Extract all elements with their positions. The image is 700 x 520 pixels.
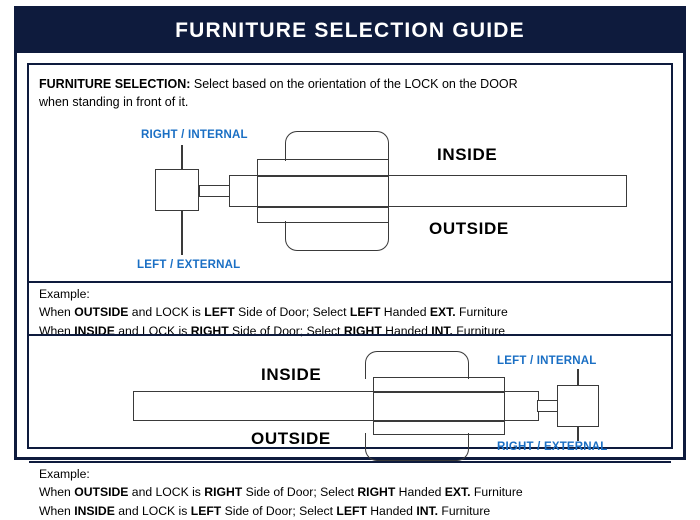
etl1-m1: and LOCK is (128, 305, 205, 320)
divider-middle (29, 334, 671, 336)
example-top (39, 285, 663, 340)
example-bottom-line-2 (39, 502, 663, 520)
etl2-d: INT. (431, 323, 453, 338)
etl2-pre: When (39, 323, 75, 338)
ebl1-post: Furniture (470, 485, 523, 500)
guide-card (14, 6, 686, 518)
label-inside-bottom: INSIDE (261, 365, 322, 384)
diagram-bottom (29, 337, 671, 467)
ebl2-m1: and LOCK is (114, 503, 191, 518)
etl2-c: RIGHT (343, 323, 382, 338)
ebl2-a: INSIDE (74, 503, 115, 518)
label-left-internal-bottom: LEFT / INTERNAL (497, 355, 597, 367)
ebl1-d: EXT. (444, 485, 471, 500)
lock-case-line-upper-top (257, 175, 389, 177)
handle-outside-bottom (365, 433, 469, 461)
example-top-line-1 (39, 303, 663, 321)
handle-outside-top (285, 221, 389, 251)
guide-inner-panel (27, 63, 673, 518)
divider-top (29, 281, 671, 283)
ebl1-c: RIGHT (357, 485, 396, 500)
page-title-bar (17, 9, 683, 53)
handle-inside-top (285, 131, 389, 161)
intro-text (39, 75, 663, 111)
lock-cylinder-top (155, 169, 199, 211)
ebl1-m2: Side of Door; Select (242, 485, 358, 500)
lock-case-line-lower-top (257, 206, 389, 208)
example-top-heading: Example: (39, 287, 90, 301)
ebl2-m3: Handed (366, 503, 417, 518)
label-inside-top: INSIDE (437, 145, 498, 164)
etl1-m3: Handed (380, 305, 430, 320)
etl1-a: OUTSIDE (74, 305, 129, 320)
ebl1-m1: and LOCK is (128, 485, 205, 500)
ebl2-pre: When (39, 503, 75, 518)
spindle-top (199, 185, 231, 197)
divider-bottom (29, 461, 671, 463)
etl2-post: Furniture (452, 323, 506, 338)
lock-cylinder-bottom (557, 385, 599, 427)
page-title: FURNITURE SELECTION GUIDE (175, 19, 525, 42)
etl1-b: LEFT (204, 305, 235, 320)
etl1-m2: Side of Door; Select (234, 305, 350, 320)
ebl2-c: LEFT (336, 503, 367, 518)
example-bottom-heading: Example: (39, 467, 90, 481)
lock-case-bottom (373, 377, 505, 435)
ebl1-m3: Handed (395, 485, 445, 500)
handle-inside-bottom (365, 351, 469, 379)
leader-line-external-top (181, 211, 183, 255)
label-right-external-bottom: RIGHT / EXTERNAL (497, 441, 608, 453)
etl2-m1: and LOCK is (114, 323, 191, 338)
intro-label: FURNITURE SELECTION: (39, 77, 191, 91)
ebl1-pre: When (39, 485, 75, 500)
etl1-pre: When (39, 305, 75, 320)
label-outside-bottom: OUTSIDE (251, 429, 331, 448)
lock-case-line-lower-bottom (373, 420, 505, 422)
leader-line-internal-bottom (577, 369, 579, 385)
diagram-top (29, 113, 671, 277)
etl1-c: LEFT (349, 305, 381, 320)
leader-line-external-bottom (577, 427, 579, 441)
ebl2-b: LEFT (190, 503, 222, 518)
etl2-m2: Side of Door; Select (228, 323, 344, 338)
etl1-d: EXT. (429, 305, 456, 320)
ebl1-b: RIGHT (204, 485, 243, 500)
etl1-post: Furniture (455, 305, 508, 320)
leader-line-internal-top (181, 145, 183, 169)
lock-case-top (257, 159, 389, 223)
ebl2-d: INT. (416, 503, 438, 518)
intro-line-2: when standing in front of it. (39, 95, 189, 110)
example-bottom (39, 465, 663, 520)
ebl2-post: Furniture (438, 503, 491, 518)
etl2-b: RIGHT (190, 323, 229, 338)
label-right-internal-top: RIGHT / INTERNAL (141, 129, 248, 141)
ebl1-a: OUTSIDE (74, 485, 129, 500)
intro-line-1: Select based on the orientation of the LOCK on the DOOR (193, 77, 518, 91)
etl2-a: INSIDE (74, 323, 115, 338)
label-left-external-top: LEFT / EXTERNAL (137, 259, 241, 271)
etl2-m3: Handed (381, 323, 432, 338)
example-bottom-line-1 (39, 483, 663, 501)
ebl2-m2: Side of Door; Select (221, 503, 337, 518)
lock-case-line-upper-bottom (373, 391, 505, 393)
label-outside-top: OUTSIDE (429, 219, 509, 238)
